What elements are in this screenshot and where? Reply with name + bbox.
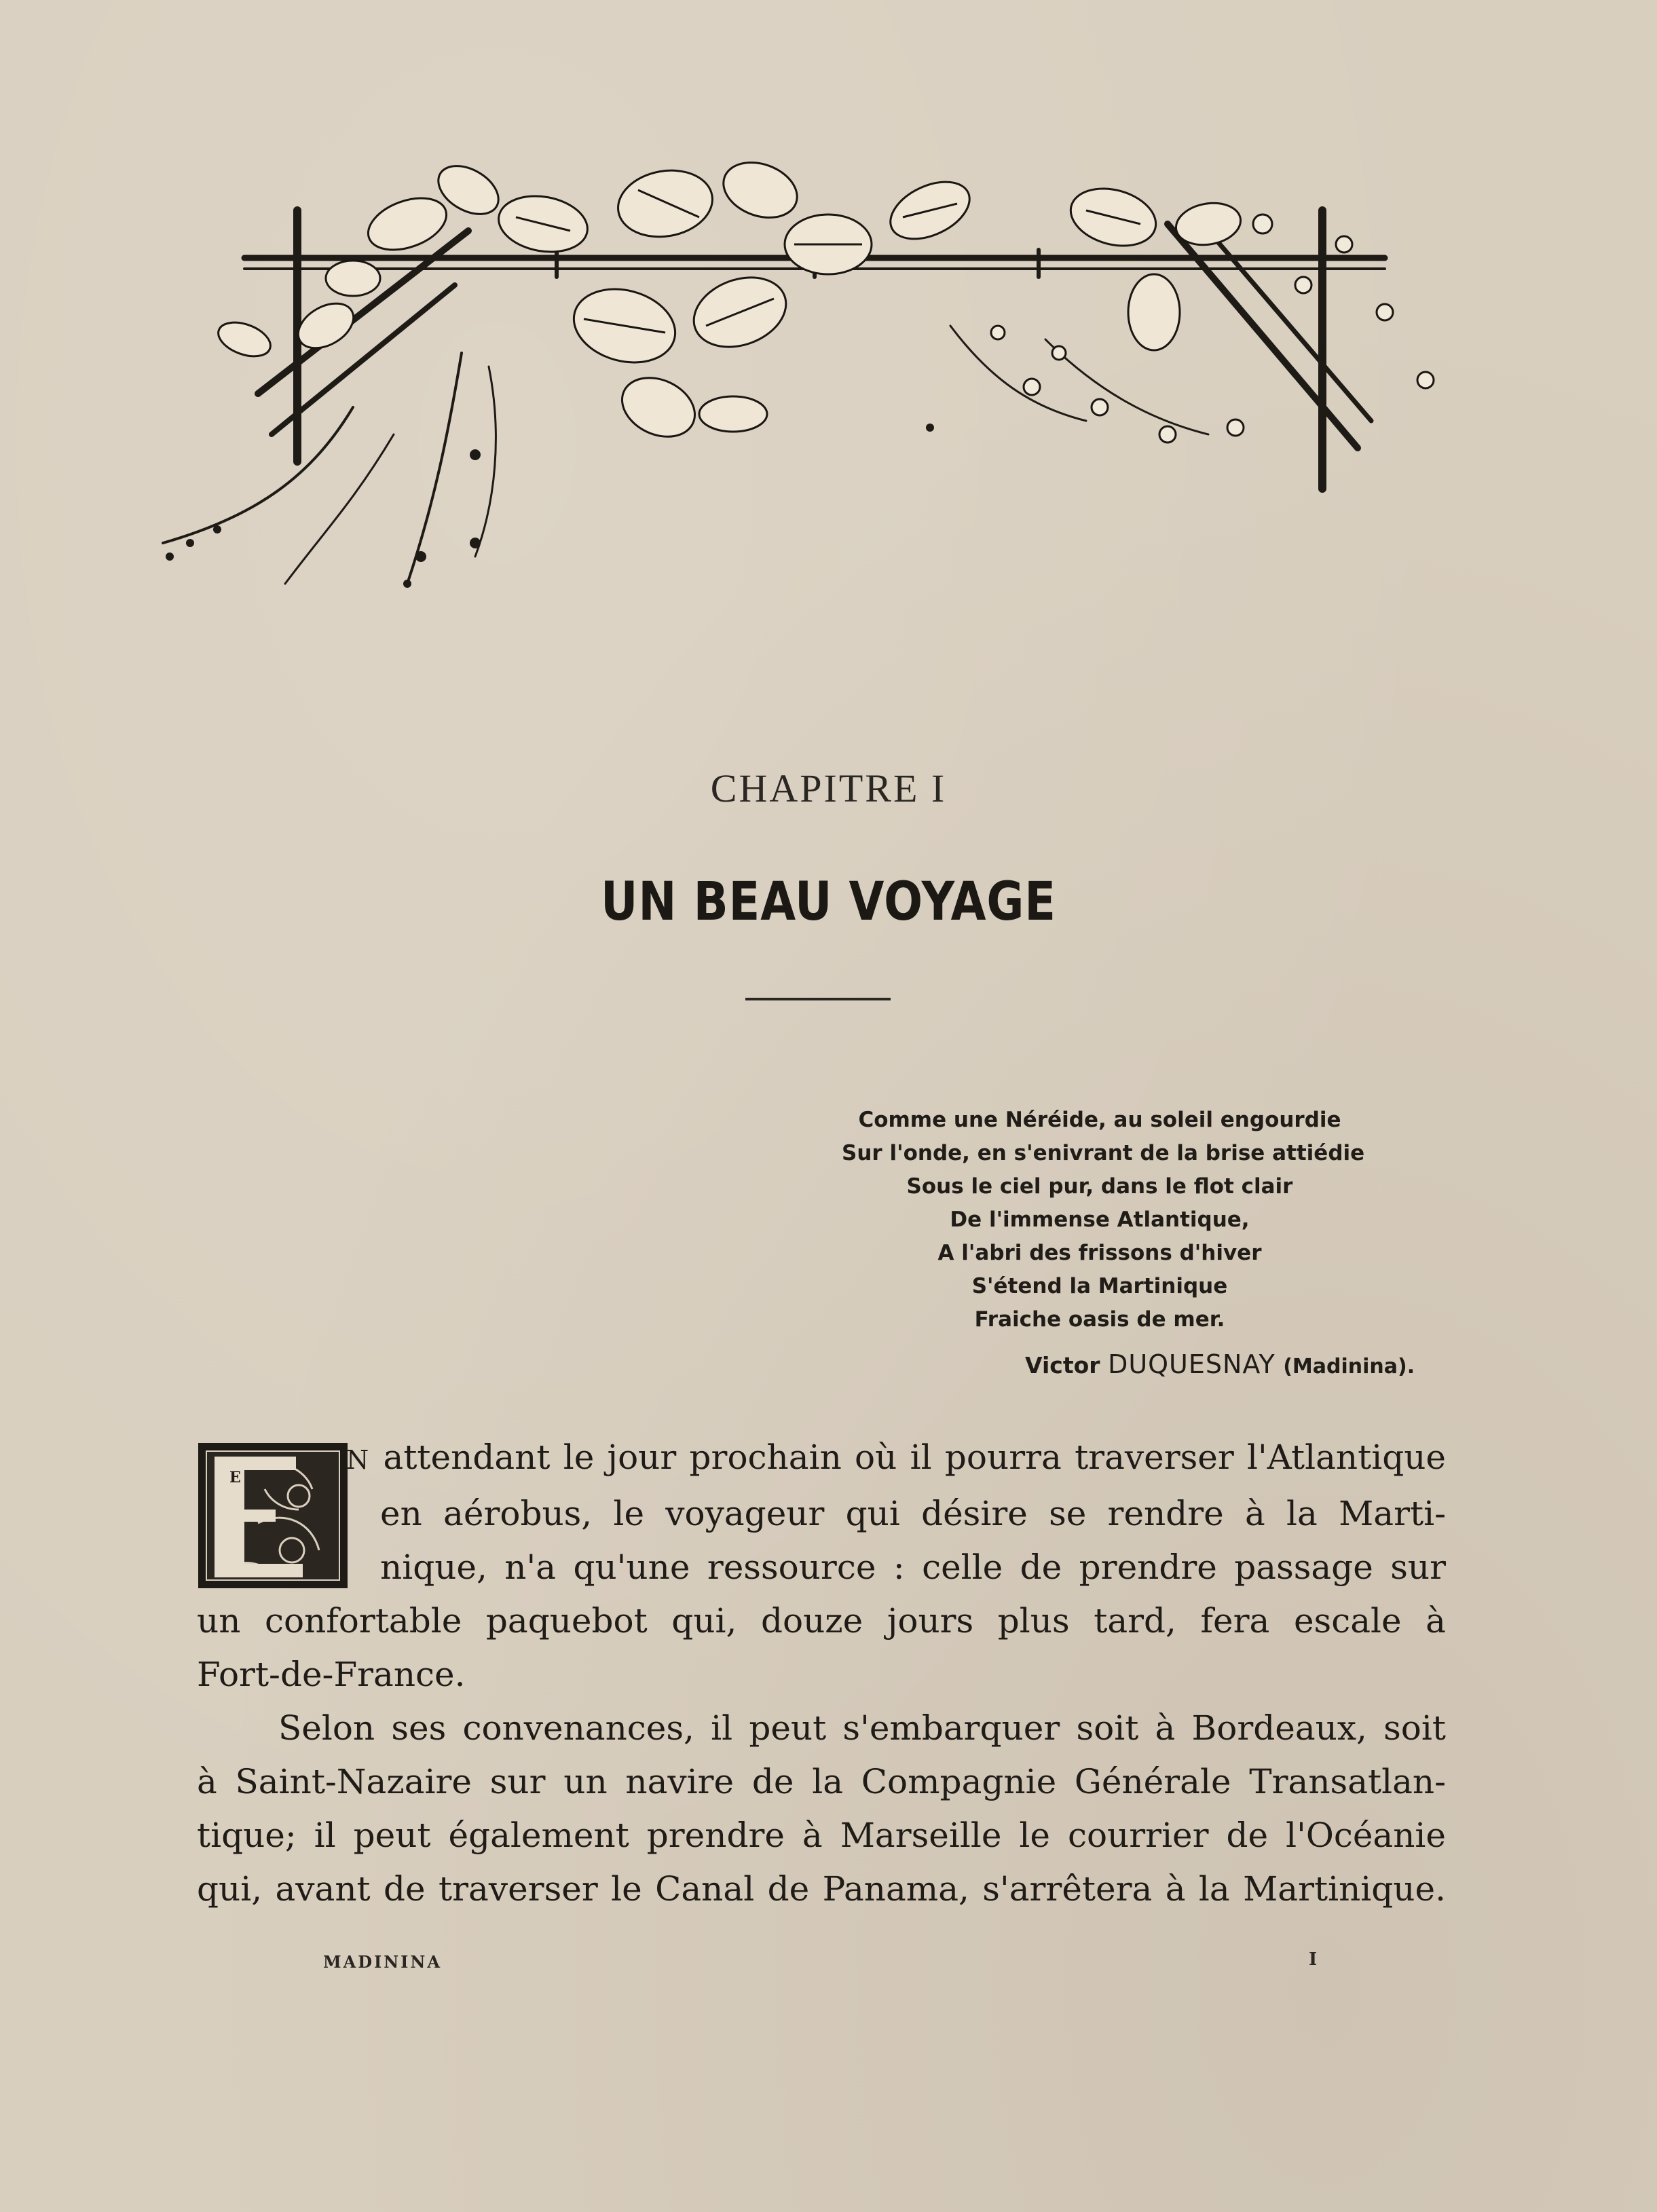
author-first-name: Victor [1025, 1352, 1100, 1379]
author-last-name: DUQUESNAY [1108, 1349, 1276, 1379]
epigraph-poem [842, 1104, 1365, 1336]
body-line: nique, n'a qu'une ressource : celle de prendre passage sur [380, 1548, 1446, 1587]
body-line: à Saint-Nazaire sur un navire de la Compagnie Générale Transatlan- [197, 1762, 1446, 1801]
epigraph-source: (Madinina). [1283, 1355, 1415, 1379]
first-word-smallcaps: N [346, 1445, 371, 1475]
body-line: Fort-de-France. [197, 1655, 466, 1694]
body-line: un confortable paquebot qui, douze jours plus tard, fera escale à [197, 1601, 1446, 1641]
running-title: MADININA [323, 1952, 442, 1972]
chapter-title: UN BEAU VOYAGE [601, 871, 1056, 933]
epigraph-line: Sur l'onde, en s'enivrant de la brise attiédie [842, 1141, 1365, 1165]
body-line: qui, avant de traverser le Canal de Panama, s'arrêtera à la Martinique. [197, 1869, 1446, 1909]
epigraph-line: Sous le ciel pur, dans le flot clair [906, 1174, 1293, 1199]
epigraph-attribution [1025, 1349, 1446, 1379]
body-line: Selon ses convenances, il peut s'embarquer soit à Bordeaux, soit [278, 1708, 1446, 1748]
drop-cap-letter: E [229, 1469, 241, 1486]
body-line: tique; il peut également prendre à Marseille le courrier de l'Océanie [197, 1816, 1446, 1855]
signature-mark: I [1309, 1949, 1318, 1970]
epigraph-line: De l'immense Atlantique, [950, 1207, 1250, 1232]
chapter-label: CHAPITRE I [710, 766, 947, 810]
epigraph-line: Comme une Néréide, au soleil engourdie [858, 1108, 1341, 1132]
title-rule-divider [745, 998, 891, 1000]
body-line: en aérobus, le voyageur qui désire se rendre à la Marti- [380, 1494, 1446, 1533]
body-line: N attendant le jour prochain où il pourra traverser l'Atlantique [346, 1438, 1446, 1477]
epigraph-line: A l'abri des frissons d'hiver [937, 1241, 1262, 1265]
epigraph-line: Fraiche oasis de mer. [974, 1307, 1225, 1332]
epigraph-line: S'étend la Martinique [971, 1274, 1228, 1298]
floral-trellis-ornament-icon [149, 149, 1480, 611]
body-text [197, 1431, 1446, 1916]
